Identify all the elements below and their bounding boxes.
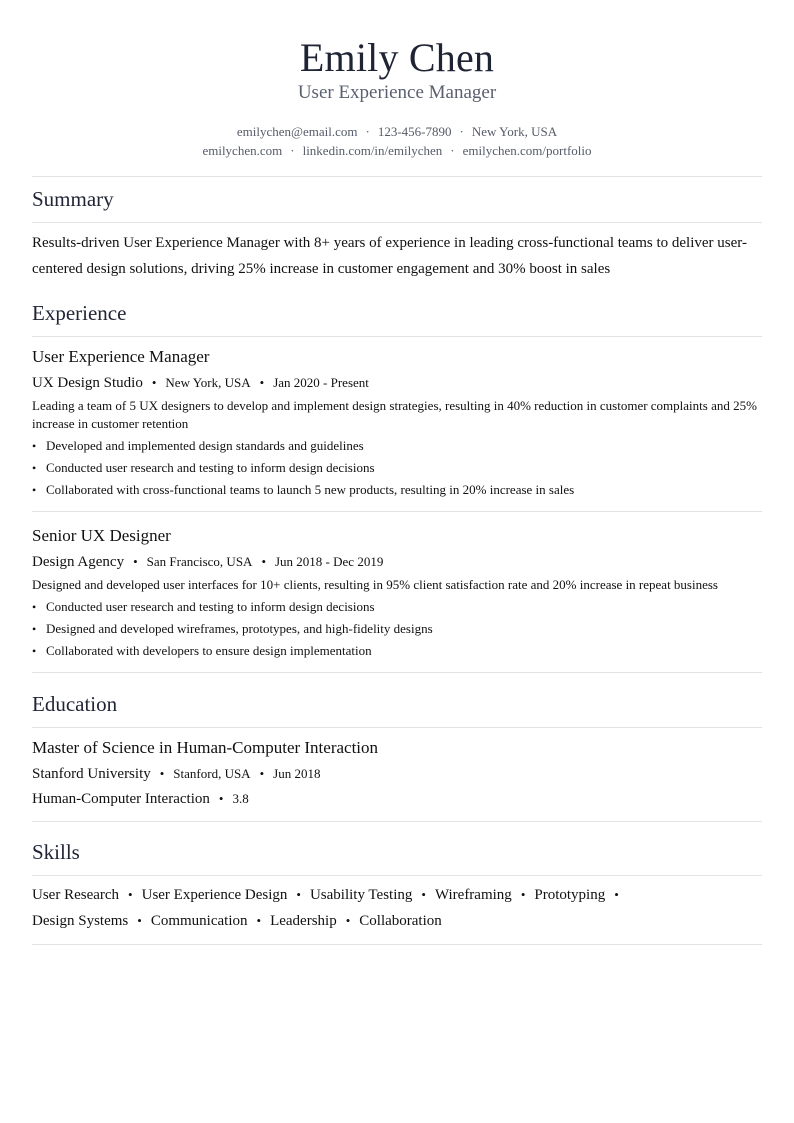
meta-dot: •: [256, 913, 262, 928]
meta-dot: •: [137, 913, 142, 928]
list-item: • Conducted user research and testing to inform design decisions: [32, 457, 762, 479]
experience-section: [32, 301, 762, 673]
meta-dot: •: [159, 766, 165, 781]
job-description: Designed and developed user interfaces for 10+ clients, resulting in 95% client satisfaction rate and 20% increase in repeat business: [32, 577, 718, 592]
skill-item: Wireframing: [434, 887, 512, 903]
divider: [32, 672, 762, 673]
education-section: [32, 692, 762, 822]
job-bullets: [32, 435, 762, 501]
skill-item: Collaboration: [359, 913, 442, 929]
meta-dot: •: [614, 887, 619, 902]
candidate-name: Emily Chen: [299, 35, 495, 80]
meta-dot: •: [259, 766, 265, 781]
meta-dot: •: [345, 913, 351, 928]
divider: [32, 944, 762, 945]
list-item: • Conducted user research and testing to inform design decisions: [32, 596, 762, 618]
list-item: • Developed and implemented design standards and guidelines: [32, 435, 762, 457]
separator: ·: [459, 124, 464, 139]
divider: [32, 727, 762, 728]
linkedin-link[interactable]: linkedin.com/in/emilychen: [302, 143, 443, 158]
meta-dot: •: [133, 554, 138, 569]
school-location: Stanford, USA: [173, 766, 251, 781]
company-name: UX Design Studio: [32, 375, 143, 391]
skill-item: Leadership: [270, 913, 337, 929]
divider: [32, 336, 762, 337]
summary-section: [32, 187, 762, 282]
section-title-education: Education: [32, 692, 118, 716]
list-item: • Collaborated with cross-functional teams to launch 5 new products, resulting in 20% increase in sales: [32, 479, 762, 501]
email-link[interactable]: emilychen@email.com: [236, 124, 358, 139]
resume-header: [32, 0, 762, 160]
resume-page: [32, 0, 762, 945]
education-meta: [32, 764, 762, 784]
skills-row: [32, 908, 762, 934]
job-entry: [32, 347, 762, 501]
skill-item: User Experience Design: [141, 887, 288, 903]
job-meta: [32, 552, 762, 572]
divider: [32, 821, 762, 822]
portfolio-link[interactable]: emilychen.com/portfolio: [462, 143, 592, 158]
job-title: User Experience Manager: [32, 347, 210, 366]
job-entry: [32, 526, 762, 662]
company-name: Design Agency: [32, 554, 125, 570]
summary-text: Results-driven User Experience Manager with 8+ years of experience in leading cross-functional teams to deliver user-centered design solutions, driving 25% increase in customer engagement and 30% boost in sales: [32, 235, 747, 277]
contact-line-2: [32, 141, 762, 160]
skill-item: Design Systems: [32, 913, 129, 929]
job-bullets: [32, 596, 762, 662]
location: New York, USA: [471, 124, 558, 139]
job-dates: Jun 2018 - Dec 2019: [275, 554, 384, 569]
school-name: Stanford University: [32, 766, 151, 782]
graduation-date: Jun 2018: [273, 766, 321, 781]
meta-dot: •: [218, 791, 224, 806]
divider: [32, 176, 762, 177]
skills-row: [32, 882, 762, 908]
meta-dot: •: [520, 887, 526, 902]
divider: [32, 222, 762, 223]
divider: [32, 875, 762, 876]
skill-item: Usability Testing: [309, 887, 413, 903]
education-field: [32, 789, 762, 809]
candidate-role: User Experience Manager: [297, 82, 497, 103]
list-item: • Designed and developed wireframes, prototypes, and high-fidelity designs: [32, 618, 762, 640]
separator: ·: [450, 143, 455, 158]
website-link[interactable]: emilychen.com: [202, 143, 283, 158]
gpa: 3.8: [232, 791, 249, 806]
separator: ·: [290, 143, 295, 158]
skill-item: Prototyping: [534, 887, 606, 903]
list-item: • Collaborated with developers to ensure design implementation: [32, 640, 762, 662]
skills-section: [32, 840, 762, 945]
job-location: New York, USA: [165, 375, 251, 390]
skill-item: User Research: [32, 887, 120, 903]
job-location: San Francisco, USA: [146, 554, 253, 569]
job-dates: Jan 2020 - Present: [273, 375, 369, 390]
meta-dot: •: [128, 887, 133, 902]
meta-dot: •: [421, 887, 426, 902]
degree-title: Master of Science in Human-Computer Interaction: [32, 738, 379, 757]
job-meta: [32, 373, 762, 393]
section-title-skills: Skills: [32, 840, 80, 864]
job-title: Senior UX Designer: [32, 526, 171, 545]
divider: [32, 511, 762, 512]
meta-dot: •: [261, 554, 266, 569]
meta-dot: •: [151, 375, 157, 390]
separator: ·: [365, 124, 370, 139]
meta-dot: •: [296, 887, 301, 902]
skills-list: [32, 882, 762, 934]
job-description: Leading a team of 5 UX designers to develop and implement design strategies, resulting in 40% reduction in customer complaints and 25% increase in customer retention: [32, 398, 757, 431]
phone-number: 123-456-7890: [377, 124, 452, 139]
contact-line-1: [32, 122, 762, 141]
section-title-summary: Summary: [32, 187, 114, 211]
section-title-experience: Experience: [32, 301, 127, 325]
meta-dot: •: [259, 375, 265, 390]
skill-item: Communication: [150, 913, 248, 929]
field-of-study: Human-Computer Interaction: [32, 791, 210, 807]
